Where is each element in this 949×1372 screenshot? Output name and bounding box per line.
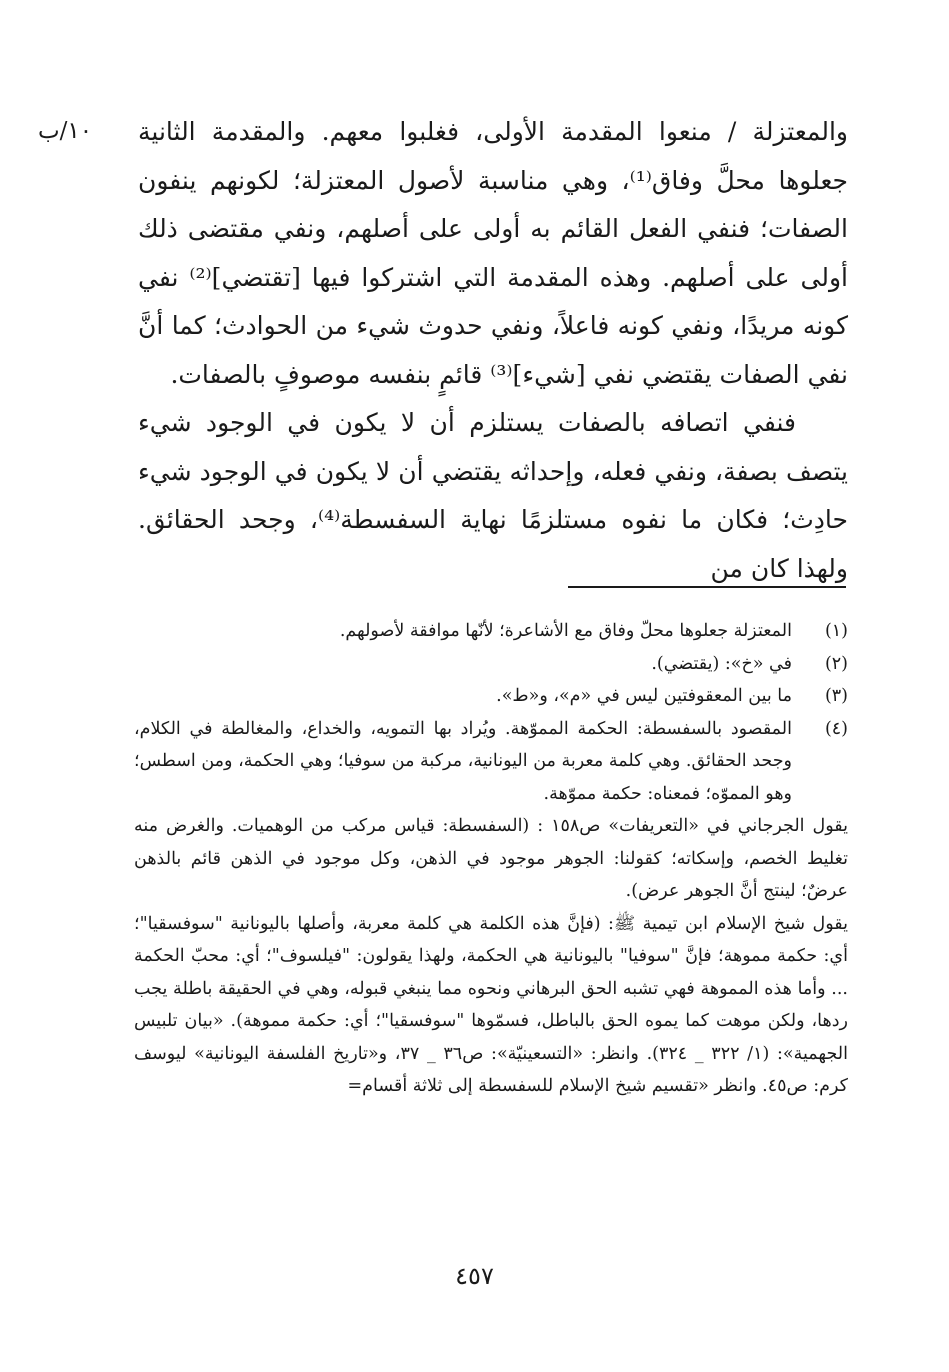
footnote-number: (٤)	[824, 718, 848, 739]
main-paragraph: والمعتزلة / منعوا المقدمة الأولى، فغلبوا معهم. والمقدمة الثانية جعلوها محلَّ وفاق⁽¹⁾، وهي مناسبة لأصول المعتزلة؛ لكونهم ينفون الصفات؛ فنفي الفعل القائم به أولى على أصلهم، ونفي مقتضى ذلك أولى على أصلهم. وهذه المقدمة التي اشتركوا فيها [تقتضي]⁽²⁾ نفي كونه مريدًا، ونفي كونه فاعلاً، ونفي حدوث شيء من الحوادث؛ كما أنَّ نفي الصفات يقتضي نفي [شيء]⁽³⁾ قائمٍ بنفسه موصوفٍ بالصفات.	[138, 117, 848, 389]
footnote-number: (٢)	[824, 653, 848, 674]
footnote-text: ما بين المعقوفتين ليس في «م»، و«ط».	[496, 686, 792, 706]
footnote-number: (٣)	[824, 686, 848, 706]
footnote-continuation: يقول شيخ الإسلام ابن تيمية ﷺ: (فإنَّ هذه الكلمة هي كلمة معربة، وأصلها باليونانية "سوفسقيا"؛ أي: حكمة مموهة؛ فإنَّ "سوفيا" باليونانية هي الحكمة، ولهذا يقولون: "فيلسوف"؛ أي: محبّ الحكمة ... وأما هذه المموهة فهي تشبه الحق البرهاني ونحوه مما ينبغي قبوله، وهي في الحقيقة باطلة يجب ردها، ولكن موهت كما يموه الحق بالباطل، فسمّوها "سوفسقيا"؛ أي: حكمة مموهة). «بيان تلبيس الجهمية»: (١/ ٣٢٢ _ ٣٢٤). وانظر: «التسعينيّة»: ص٣٦ _ ٣٧، و«تاريخ الفلسفة اليونانية» ليوسف كرم: ص٤٥. وانظر «تقسيم شيخ الإسلام للسفسطة إلى ثلاثة أقسام=	[134, 913, 848, 1096]
footnote-continuation: يقول الجرجاني في «التعريفات» ص١٥٨ : (السفسطة: قياس مركب من الوهميات. والغرض منه تغليط الخصم، وإسكاته؛ كقولنا: الجوهر موجود في الذهن، وكل موجود في الذهن قائم بالذهن عرضٌ؛ لينتج أنَّ الجوهر عرض).	[134, 816, 848, 901]
main-text-body	[138, 108, 848, 593]
footnotes-section	[134, 615, 848, 1103]
footnote	[134, 615, 848, 648]
footnote	[134, 680, 848, 713]
manuscript-folio-marker: ١٠/ب	[38, 118, 93, 144]
footnote-text: في «خ»: (يقتضي).	[651, 653, 792, 674]
footnote-text: المعتزلة جعلوها محلّ وفاق مع الأشاعرة؛ لأنّها موافقة لأصولهم.	[339, 621, 792, 641]
page-number: ٤٥٧	[455, 1262, 494, 1290]
footnote-number: (١)	[824, 621, 848, 641]
footnote	[134, 648, 848, 681]
main-paragraph: فنفي اتصافه بالصفات يستلزم أن لا يكون في الوجود شيء يتصف بصفة، ونفي فعله، وإحداثه يقتضي أن لا يكون في الوجود شيء حادِث؛ فكان ما نفوه مستلزمًا نهاية السفسطة⁽⁴⁾، وجحد الحقائق. ولهذا كان من	[138, 408, 848, 583]
footnote-separator	[568, 586, 846, 588]
footnote	[134, 713, 848, 811]
footnote-text: المقصود بالسفسطة: الحكمة المموّهة. ويُراد بها التمويه، والخداع، والمغالطة في الكلام، وجحد الحقائق. وهي كلمة معربة من اليونانية، مركبة من سوفيا؛ وهي الحكمة، ومن اسطس؛ وهو المموّه؛ فمعناه: حكمة مموّهة.	[134, 718, 792, 804]
